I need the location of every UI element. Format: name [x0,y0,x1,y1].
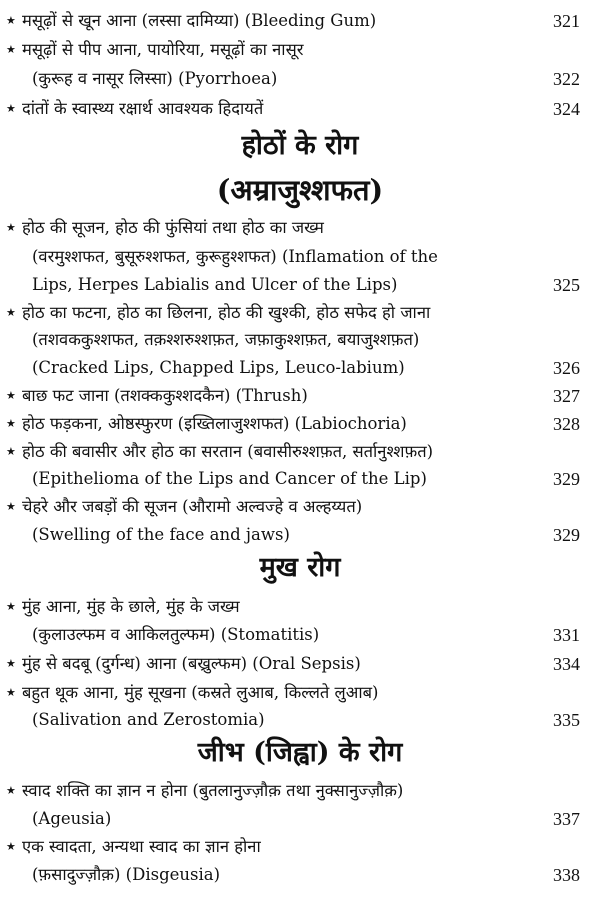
entry-subtitle: (Epithelioma of the Lips and Cancer of the Lip) [32,469,427,488]
page-number: 338 [553,865,580,885]
page-number: 337 [553,809,580,829]
entry-title: बहुत थूक आना, मुंह सूखना (कस्रते लुआब, किल्लते लुआब) [22,683,379,702]
entry-subtitle: (फ़सादुज्ज़ौक़) (Disgeusia) [32,865,221,884]
entry-subtitle: Lips, Herpes Labialis and Ulcer of the Lips) [32,275,398,294]
index-entry [0,215,600,241]
star-icon: ★ [6,389,16,402]
star-icon: ★ [6,500,16,513]
star-icon: ★ [6,445,16,458]
index-entry [0,594,600,620]
index-entry [0,383,600,409]
entry-title: स्वाद शक्ति का ज्ञान न होना (बुतलानुज्ज़ौक़ तथा नुक्सानुज्ज़ौक़) [22,781,404,800]
index-entry [0,37,600,63]
entry-subtitle: (Cracked Lips, Chapped Lips, Leuco-labium) [32,358,405,377]
page-number: 329 [553,469,580,489]
entry-title: एक स्वादता, अन्यथा स्वाद का ज्ञान होना [22,837,261,856]
index-entry [0,439,600,465]
star-icon: ★ [6,221,16,234]
page-number: 324 [553,99,580,119]
section-heading-tongue: जीभ (जिह्वा) के रोग [197,737,403,768]
star-icon: ★ [6,784,16,797]
index-entry-continuation [0,327,600,353]
entry-subtitle: (वरमुश्शफत, बुसूरुश्शफत, कुरूहुश्शफत) (Inflamation of the [32,247,438,266]
index-entry [0,778,600,804]
index-entry [0,8,600,34]
star-icon: ★ [6,102,16,115]
entry-title: होठ की सूजन, होठ की फुंसियां तथा होठ का जख्म [22,218,324,237]
star-icon: ★ [6,417,16,430]
star-icon: ★ [6,600,16,613]
star-icon: ★ [6,14,16,27]
index-entry-continuation [0,466,600,492]
section-heading-mouth: मुख रोग [259,552,341,583]
index-entry-continuation [0,862,600,888]
entry-title: दांतों के स्वास्थ्य रक्षार्थ आवश्यक हिदायतें [22,99,264,118]
entry-title: होठ फड़कना, ओष्ठस्फुरण (इख्तिलाजुश्शफत) (Labiochoria) [22,414,407,433]
index-entry [0,300,600,326]
page-number: 335 [553,710,580,730]
entry-subtitle: (Salivation and Zerostomia) [32,710,265,729]
page-number: 326 [553,358,580,378]
page-number: 331 [553,625,580,645]
entry-title: होठ की बवासीर और होठ का सरतान (बवासीरुश्शफ़त, सर्तानुश्शफ़त) [22,442,434,461]
index-entry-continuation [0,244,600,270]
index-entry [0,651,600,677]
page-number: 328 [553,414,580,434]
star-icon: ★ [6,840,16,853]
page-number: 329 [553,525,580,545]
page-number: 321 [553,11,580,31]
entry-subtitle: (तशवककुश्शफत, तक़श्शरुश्शफ़त, जफ़ाकुश्शफ़त, बयाजुश्शफ़त) [32,330,420,349]
entry-title: मसूढ़ों से खून आना (लस्सा दामिय्या) (Bleeding Gum) [22,11,377,30]
index-entry [0,96,600,122]
section-heading-lips: होठों के रोग [241,130,359,161]
page-number: 334 [553,654,580,674]
index-entry-continuation [0,622,600,648]
index-entry-continuation [0,355,600,381]
index-entry-continuation [0,66,600,92]
entry-subtitle: (Swelling of the face and jaws) [32,525,290,544]
index-entry-continuation [0,707,600,733]
star-icon: ★ [6,43,16,56]
index-entry [0,411,600,437]
entry-title: मुंह आना, मुंह के छाले, मुंह के जख्म [22,597,240,616]
section-subheading-lips-unani: (अम्राजुश्शफत) [216,173,384,207]
index-entry-continuation [0,272,600,298]
index-entry [0,680,600,706]
page-number: 327 [553,386,580,406]
page-number: 325 [553,275,580,295]
star-icon: ★ [6,306,16,319]
index-entry-continuation [0,522,600,548]
entry-title: होठ का फटना, होठ का छिलना, होठ की खुश्की, होठ सफेद हो जाना [22,303,431,322]
entry-title: चेहरे और जबड़ों की सूजन (औरामो अल्वज्हे व अल्हय्यत) [22,497,363,516]
page-number: 322 [553,69,580,89]
entry-title: बाछ फट जाना (तशक्ककुश्शदकैन) (Thrush) [22,386,308,405]
entry-subtitle: (कुरूह व नासूर लिस्सा) (Pyorrhoea) [32,69,278,88]
star-icon: ★ [6,686,16,699]
index-entry [0,834,600,860]
star-icon: ★ [6,657,16,670]
entry-subtitle: (कुलाउल्फम व आकिलतुल्फम) (Stomatitis) [32,625,320,644]
entry-title: मसूढ़ों से पीप आना, पायोरिया, मसूढ़ों का नासूर [22,40,304,59]
entry-subtitle: (Ageusia) [32,809,112,828]
entry-title: मुंह से बदबू (दुर्गन्ध) आना (बख्रुल्फम) (Oral Sepsis) [22,654,361,673]
index-entry-continuation [0,806,600,832]
index-entry [0,494,600,520]
